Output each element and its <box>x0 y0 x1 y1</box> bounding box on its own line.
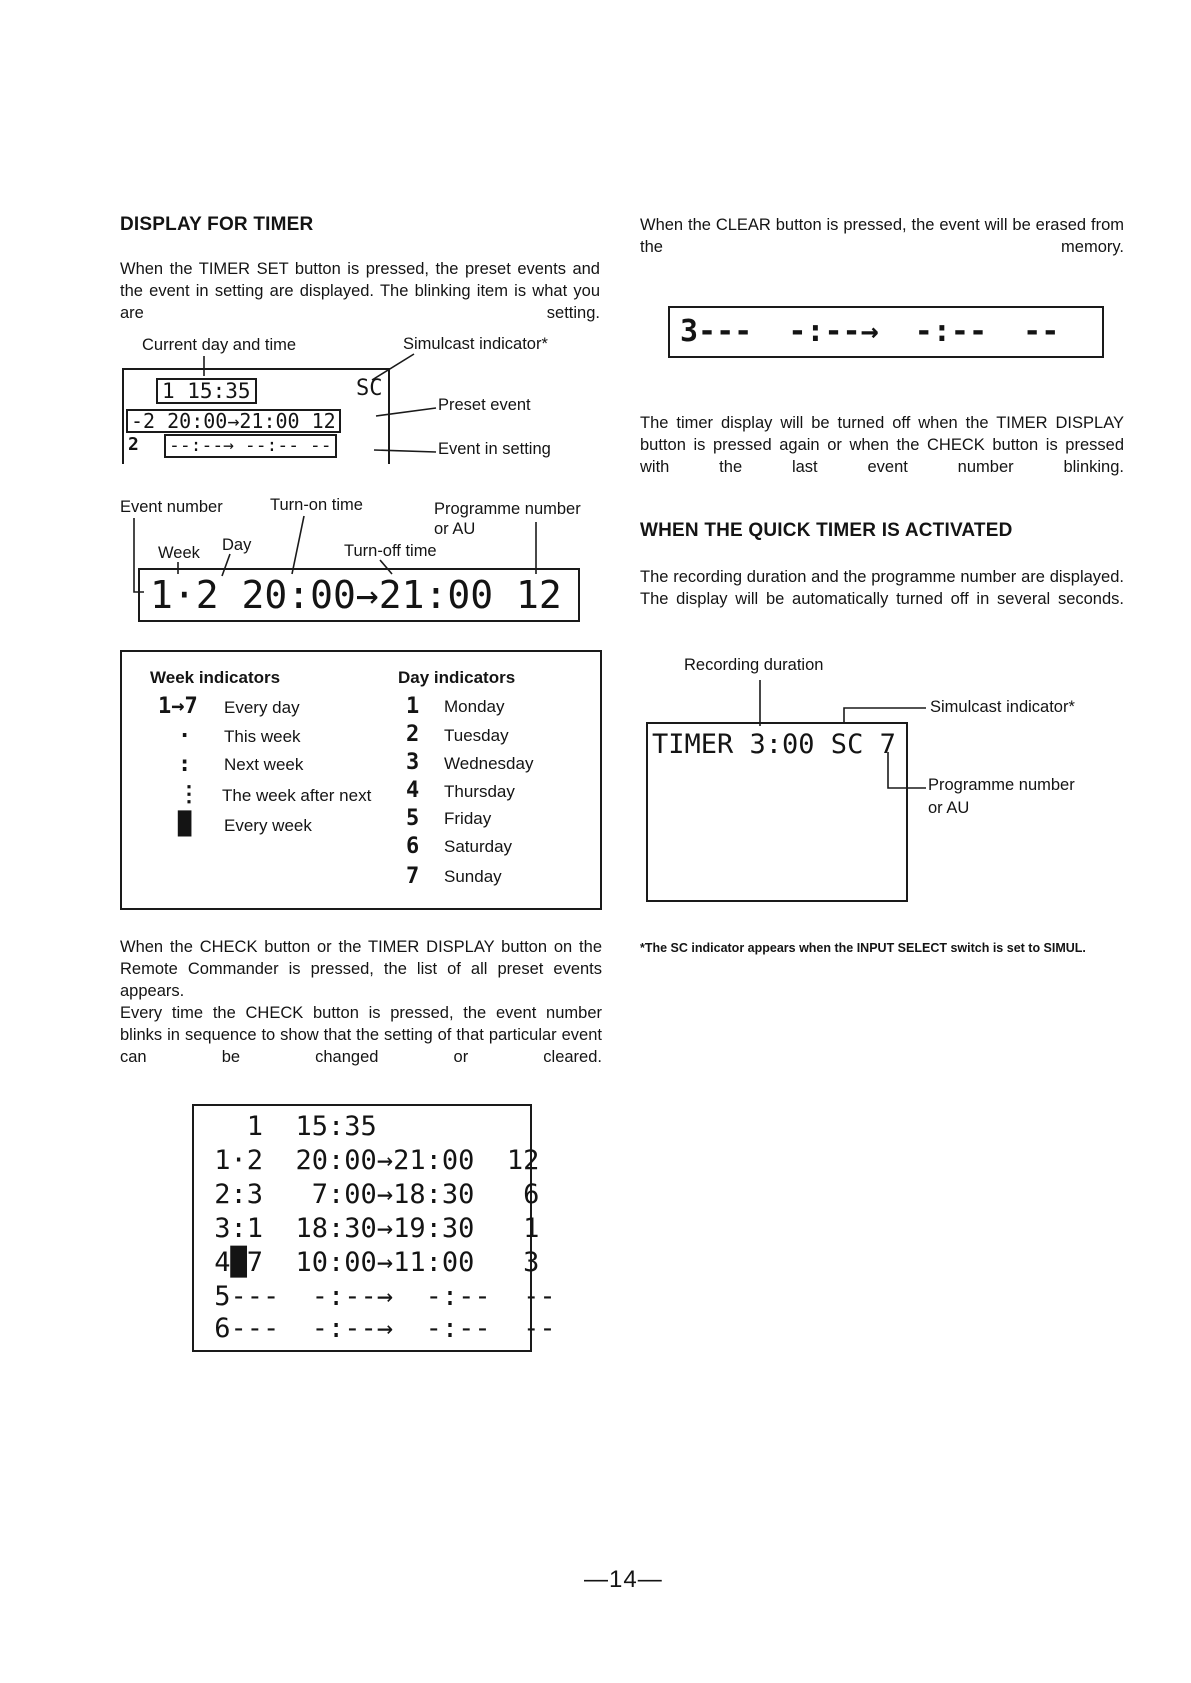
label-current-day-time: Current day and time <box>142 336 297 354</box>
day-num-4: 4 <box>406 778 420 803</box>
event-list-row-4: 4█7 10:00→11:00 3 <box>198 1247 540 1278</box>
week-glyph-this-week: · <box>178 724 192 749</box>
week-glyph-week-after-next: ⋮ <box>178 782 200 807</box>
week-label-next-week: Next week <box>224 755 304 774</box>
lcd-current-time: 1 15:35 <box>156 378 257 404</box>
day-num-6: 6 <box>406 834 420 859</box>
week-glyph-every-week: █ <box>178 812 192 837</box>
event-list-display <box>192 1104 556 1352</box>
lcd-preset-event-row: -2 20:00→21:00 12 <box>126 409 341 433</box>
display-off-paragraph: The timer display will be turned off when the TIMER DISPLAY button is pressed again or when the CHECK button is pressed with the last event number blinking. <box>640 414 1124 476</box>
day-label-thursday: Thursday <box>444 782 515 801</box>
event-list-row-0: 1 15:35 <box>198 1111 377 1142</box>
label-or-au: or AU <box>434 520 476 538</box>
day-label-saturday: Saturday <box>444 837 513 856</box>
intro-paragraph: When the TIMER SET button is pressed, the preset events and the event in setting are displayed. The blinking item is what you are setting. <box>120 260 600 322</box>
week-label-week-after-next: The week after next <box>222 786 372 805</box>
day-num-3: 3 <box>406 750 420 775</box>
label-or-au-quick: or AU <box>928 799 970 817</box>
week-label-every-week: Every week <box>224 816 312 835</box>
day-num-2: 2 <box>406 722 420 747</box>
day-num-7: 7 <box>406 864 420 889</box>
quick-timer-paragraph: The recording duration and the programme number are displayed. The display will be automatically turned off in several seconds. <box>640 568 1124 608</box>
label-week: Week <box>158 544 200 562</box>
week-label-every-day: Every day <box>224 698 300 717</box>
label-simulcast-indicator: Simulcast indicator* <box>403 335 548 353</box>
quick-timer-heading: WHEN THE QUICK TIMER IS ACTIVATED <box>640 520 1013 541</box>
week-label-this-week: This week <box>224 727 301 746</box>
event-list-row-3: 3:1 18:30→19:30 1 <box>198 1213 540 1244</box>
event-list-row-5: 5--- -:--→ -:-- -- <box>198 1281 556 1312</box>
clear-paragraph: When the CLEAR button is pressed, the event will be erased from the memory. <box>640 216 1124 256</box>
label-preset-event: Preset event <box>438 396 531 414</box>
event-list-row-2: 2:3 7:00→18:30 6 <box>198 1179 540 1210</box>
cleared-event-display-text: 3--- -:--→ -:-- -- <box>680 314 1060 349</box>
label-turn-off-time: Turn-off time <box>344 542 437 560</box>
day-label-monday: Monday <box>444 697 505 716</box>
day-label-friday: Friday <box>444 809 492 828</box>
week-indicators-header: Week indicators <box>150 668 281 687</box>
day-indicators-header: Day indicators <box>398 668 516 687</box>
label-programme-number-quick: Programme number <box>928 776 1075 794</box>
big-event-display-text: 1·2 20:00→21:00 12 <box>150 573 562 617</box>
label-turn-on-time: Turn-on time <box>270 496 363 514</box>
lcd-sc-indicator: SC <box>356 376 383 401</box>
lcd-event-in-setting-row: --:--→ --:-- -- <box>164 434 337 458</box>
label-recording-duration: Recording duration <box>684 656 824 674</box>
day-label-tuesday: Tuesday <box>444 726 509 745</box>
label-programme-number: Programme number <box>434 500 581 518</box>
day-label-wednesday: Wednesday <box>444 754 534 773</box>
day-label-sunday: Sunday <box>444 867 502 886</box>
event-list-row-6: 6--- -:--→ -:-- -- <box>198 1313 556 1344</box>
label-event-in-setting: Event in setting <box>438 440 551 458</box>
simulcast-footnote: *The SC indicator appears when the INPUT SELECT switch is set to SIMUL. <box>640 941 1086 955</box>
day-num-1: 1 <box>406 694 420 719</box>
check-paragraph-1: When the CHECK button or the TIMER DISPLAY button on the Remote Commander is pressed, the list of all preset events appears. <box>120 938 602 1000</box>
display-for-timer-heading: DISPLAY FOR TIMER <box>120 214 314 235</box>
label-simulcast-indicator-quick: Simulcast indicator* <box>930 698 1075 716</box>
label-day: Day <box>222 536 252 554</box>
week-glyph-next-week: : <box>178 752 192 777</box>
day-num-5: 5 <box>406 806 420 831</box>
check-paragraph-2: Every time the CHECK button is pressed, the event number blinks in sequence to show that the setting of that particular event can be changed or cleared. <box>120 1004 602 1066</box>
label-event-number: Event number <box>120 498 223 516</box>
week-glyph-every-day: 1→7 <box>158 694 198 719</box>
quick-timer-display-text: TIMER 3:00 SC 7 <box>652 729 896 760</box>
page-number: —14— <box>584 1566 663 1593</box>
lcd-setting-event-number: 2 <box>128 434 139 455</box>
event-list-row-1: 1·2 20:00→21:00 12 <box>198 1145 540 1176</box>
